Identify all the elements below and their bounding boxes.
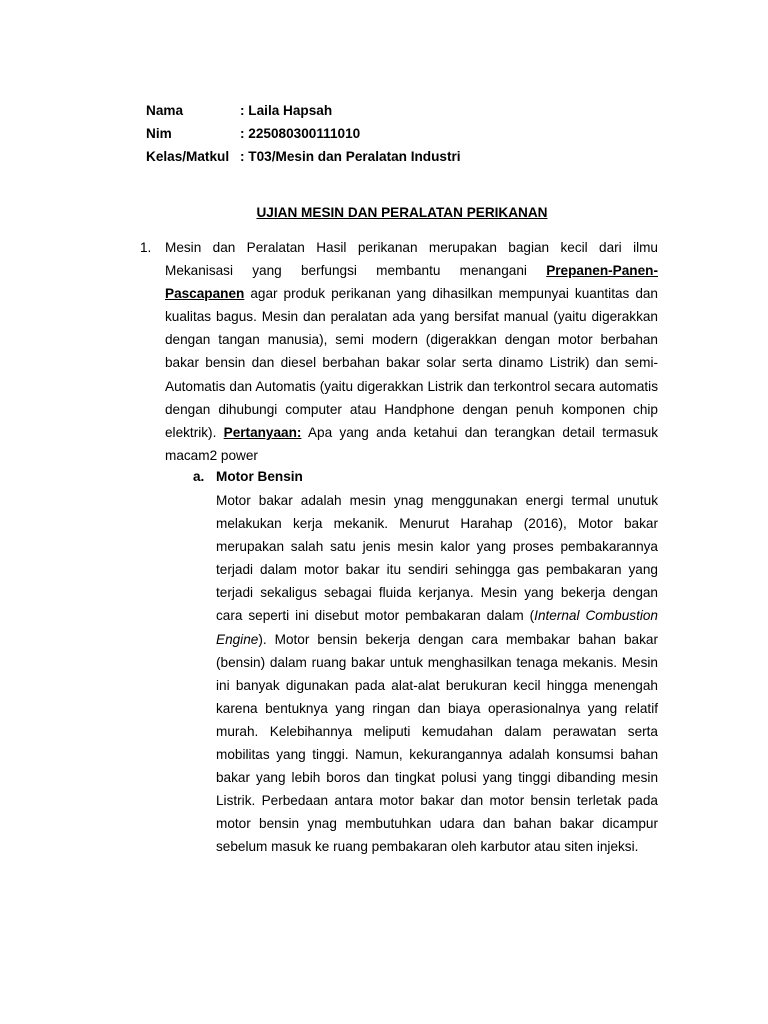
subsection-letter: a. [193,469,205,484]
header-value: : Laila Hapsah [240,103,333,118]
header-value: : T03/Mesin dan Peralatan Industri [240,149,461,164]
question-number: 1. [140,240,152,255]
header-label: Nim [146,126,172,141]
subsection-italic: Internal Combustion Engine [216,608,658,647]
subsection-text: ). Motor bensin bekerja dengan cara membakar bahan bakar (bensin) dalam ruang bakar untuk menghasilkan tenaga mekanis. Mesin ini banyak digunakan pada alat-alat berukuran kecil hingga menengah karena bentuknya yang ringan dan biaya operasionalnya yang relatif murah. Kelebihannya meliputi kemudahan dalam perawatan serta mobilitas yang tinggi. Namun, kekurangannya adalah konsumsi bahan bakar yang lebih boros dan tingkat polusi yang tinggi dibanding mesin Listrik. Perbedaan antara motor bakar dan motor bensin terletak pada motor bensin ynag membutuhkan udara dan bahan bakar dicampur sebelum masuk ke ruang pembakaran oleh karbutor atau siten injeksi. [216,631,658,855]
subsection-title: Motor Bensin [216,469,303,484]
header-value: : 225080300111010 [240,126,361,141]
question-paragraph [165,236,658,467]
question-label: Pertanyaan: [223,424,302,440]
question-text: Apa yang anda ketahui dan terangkan detail termasuk macam2 power [165,424,659,463]
document-title: UJIAN MESIN DAN PERALATAN PERIKANAN [256,205,548,220]
question-emphasis: Prepanen-Panen-Pascapanen [165,263,658,302]
subsection-text: Motor bakar adalah mesin ynag menggunakan energi termal unutuk melakukan kerja mekanik. Menurut Harahap (2016), Motor bakar merupakan salah satu jenis mesin kalor yang proses pembakarannya terjadi dalam motor bakar itu sendiri sehingga gas pembakaran yang terjadi sekaligus sebagai fluida kerjanya. Mesin yang bekerja dengan cara seperti ini disebut motor pembakaran dalam ( [216,493,658,624]
header-label: Nama [146,103,184,118]
header-label: Kelas/Matkul [146,149,230,164]
question-text: agar produk perikanan yang dihasilkan mempunyai kuantitas dan kualitas bagus. Mesin dan peralatan ada yang bersifat manual (yaitu digerakkan dengan tangan manusia), semi modern (digerakkan dengan motor berbahan bakar bensin dan diesel berbahan bakar solar serta dinamo Listrik) dan semi-Automatis dan Automatis (yaitu digerakkan Listrik dan terkontrol secara automatis dengan dihubungi computer atau Handphone dengan penuh komponen chip elektrik). [165,286,658,440]
question-text: Mesin dan Peralatan Hasil perikanan merupakan bagian kecil dari ilmu Mekanisasi yang berfungsi membantu menangani [165,240,658,279]
subsection-paragraph [216,489,658,859]
